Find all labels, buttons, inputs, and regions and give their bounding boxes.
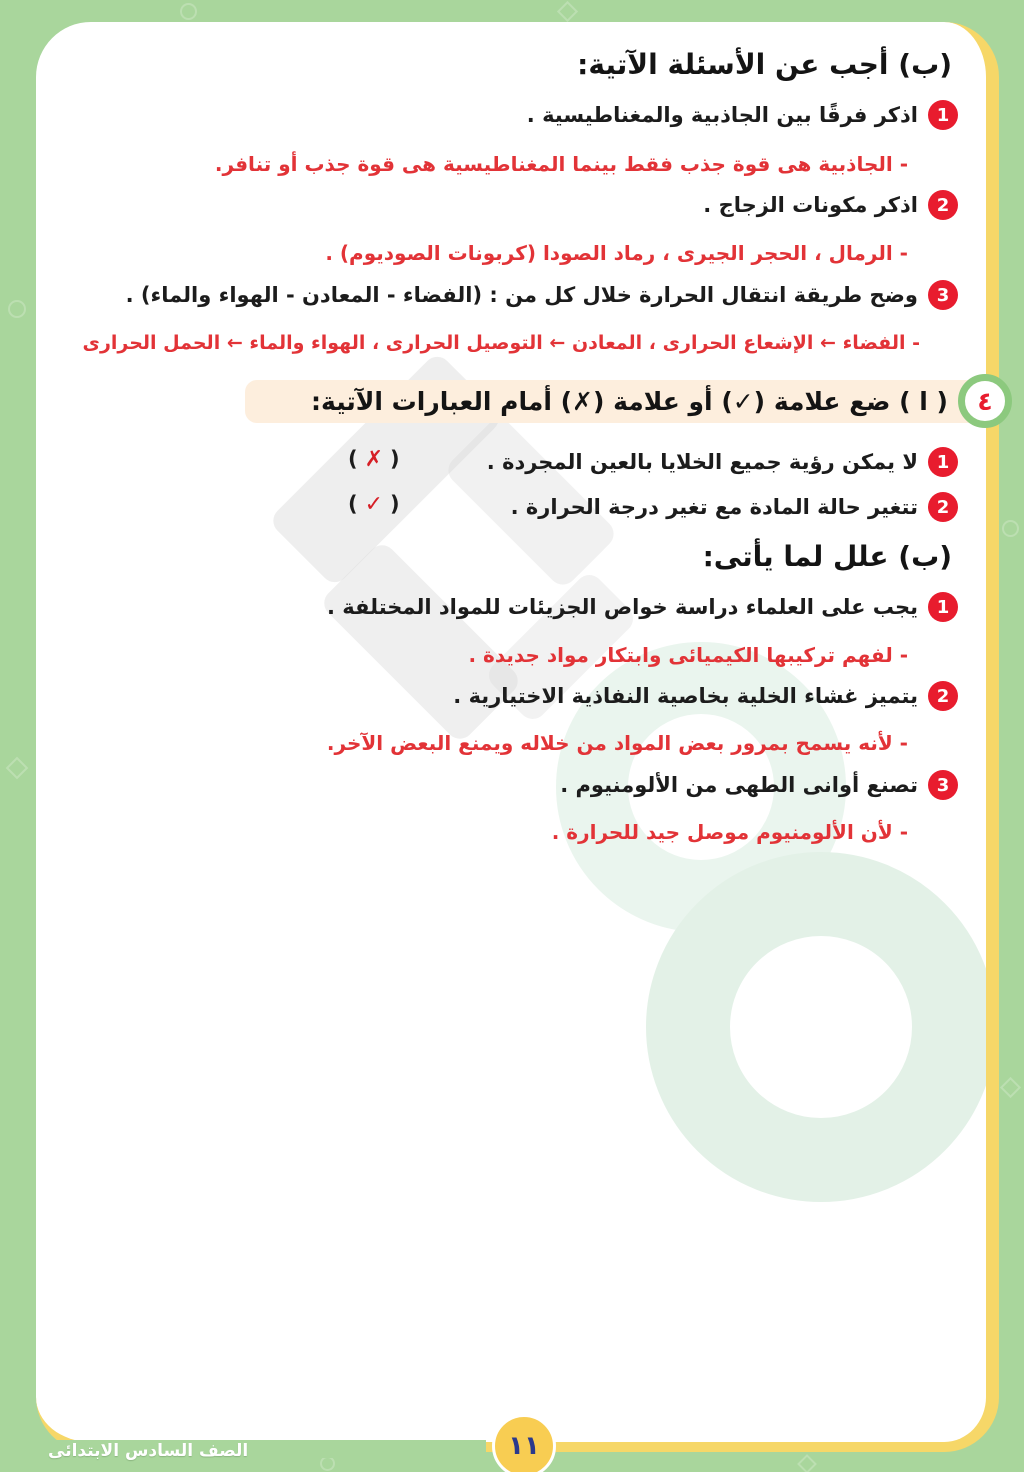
statement-mark (348, 447, 400, 472)
question-text: اذكر مكونات الزجاج . (703, 193, 918, 217)
statement-text: لا يمكن رؤية جميع الخلايا بالعين المجردة . (486, 450, 918, 474)
answer-text: - لأنه يسمح بمرور بعض المواد من خلاله ويمنع البعض الآخر. (326, 731, 908, 755)
question-text: اذكر فرقًا بين الجاذبية والمغناطيسية . (526, 103, 918, 127)
border-doodle (1002, 520, 1019, 537)
section-title-answer-questions: (ب) أجب عن الأسئلة الآتية: (577, 48, 952, 81)
section-title-give-reasons: (ب) علل لما يأتى: (702, 540, 952, 573)
question-number-badge: 1 (928, 100, 958, 130)
tick-section-bar (245, 380, 994, 423)
question-row (560, 770, 958, 800)
question-row (453, 681, 958, 711)
statement-mark (348, 492, 400, 517)
question-number-badge: 2 (928, 190, 958, 220)
paren-close: ) (390, 447, 400, 471)
check-mark-icon: ✓ (364, 492, 384, 517)
paren-open: ( (348, 492, 358, 516)
question-text: تصنع أوانى الطهى من الألومنيوم . (560, 773, 918, 797)
border-doodle (320, 1456, 335, 1471)
cross-mark-icon: ✗ (364, 447, 384, 472)
border-doodle (180, 3, 197, 20)
statement-row (511, 492, 958, 522)
watermark-ring (646, 852, 996, 1202)
grade-label: الصف السادس الابتدائى (48, 1441, 249, 1461)
page-number-badge: ١١ (492, 1414, 556, 1472)
statement-number-badge: 1 (928, 447, 958, 477)
question-row (126, 280, 958, 310)
answer-text: - لفهم تركيبها الكيميائى وابتكار مواد جديدة . (468, 643, 908, 667)
statement-number-badge: 2 (928, 492, 958, 522)
answer-text: - الرمال ، الحجر الجيرى ، رماد الصودا (كربونات الصوديوم) . (325, 241, 908, 265)
paren-close: ) (390, 492, 400, 516)
question-row (703, 190, 958, 220)
statement-text: تتغير حالة المادة مع تغير درجة الحرارة . (510, 495, 918, 519)
question-text: وضح طريقة انتقال الحرارة خلال كل من : (الفضاء - المعادن - الهواء والماء) . (125, 283, 918, 307)
answer-text-arrows: - الفضاء ← الإشعاع الحرارى ، المعادن ← التوصيل الحرارى ، الهواء والماء ← الحمل الحرارى (82, 332, 920, 354)
question-number-badge: 2 (928, 681, 958, 711)
question-row (527, 100, 958, 130)
tick-section-title: ( ا ) ضع علامة (✓) أو علامة (✗) أمام العبارات الآتية: (311, 387, 948, 416)
border-doodle (8, 300, 26, 318)
question-number-badge: 1 (928, 592, 958, 622)
question-number-badge: 3 (928, 280, 958, 310)
border-doodle (797, 1454, 817, 1472)
border-doodle (1000, 1077, 1021, 1098)
question-text: يجب على العلماء دراسة خواص الجزيئات للمواد المختلفة . (327, 595, 918, 619)
border-doodle (557, 1, 578, 22)
border-doodle (6, 757, 29, 780)
question-number-badge: 3 (928, 770, 958, 800)
paren-open: ( (348, 447, 358, 471)
statement-row (487, 447, 958, 477)
question-text: يتميز غشاء الخلية بخاصية النفاذية الاختيارية . (453, 684, 918, 708)
question-row (327, 592, 958, 622)
answer-text: - الجاذبية هى قوة جذب فقط بينما المغناطيسية هى قوة جذب أو تنافر. (214, 152, 908, 176)
answer-text: - لأن الألومنيوم موصل جيد للحرارة . (551, 820, 908, 844)
question-four-badge: ٤ (958, 374, 1012, 428)
